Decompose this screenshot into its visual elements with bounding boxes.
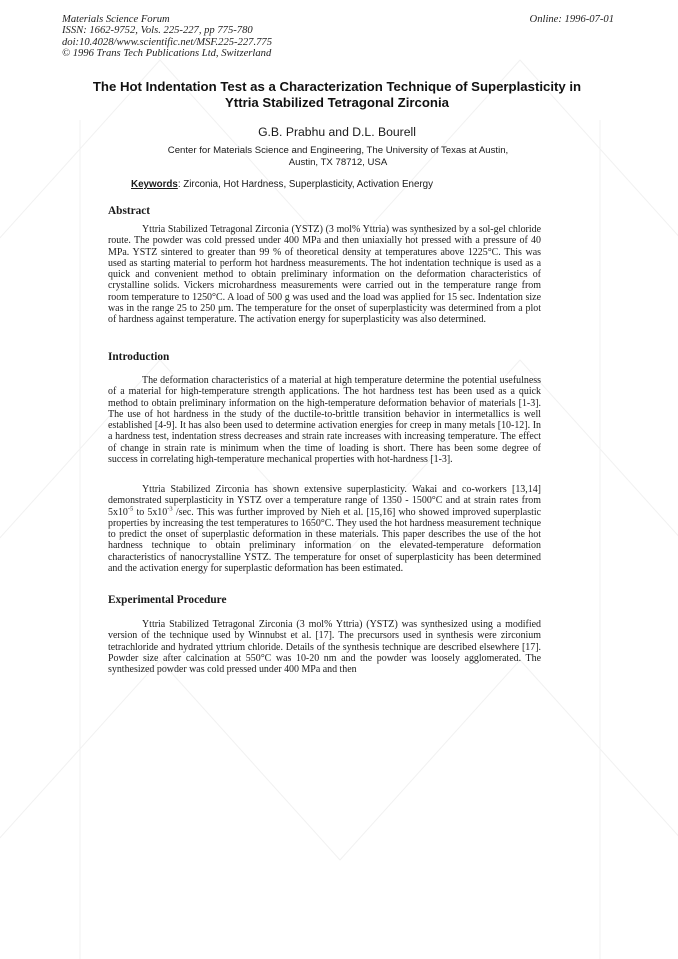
affiliation <box>120 145 556 168</box>
copyright-line: © 1996 Trans Tech Publications Ltd, Switzerland <box>62 47 272 59</box>
issn-line: ISSN: 1662-9752, Vols. 225-227, pp 775-780 <box>62 25 253 37</box>
affiliation-line-1: Center for Materials Science and Engineering, The University of Texas at Austin, <box>167 145 509 156</box>
paper-title: The Hot Indentation Test as a Characterization Technique of Superplasticity in Yttria Stabilized Tetragonal Zirconia <box>92 79 582 110</box>
online-date: Online: 1996-07-01 <box>529 14 614 25</box>
authors: G.B. Prabhu and D.L. Bourell <box>258 125 416 139</box>
journal-header <box>62 14 272 59</box>
introduction-paragraph-2: Yttria Stabilized Zirconia has shown extensive superplasticity. Wakai and co-workers [13,14] demonstrated superplasticity in YSTZ over a temperature range of 1350 - 1500°C and at strain rates from $5x10^{-5}$ to $5x10^{-3}$ /sec. This was further improved by Nieh et al. [15,16] who showed improved superplastic properties by increasing the test temperatures to 1650°C. They used the hot hardness measurement technique to predict the onset of superplastic deformation in these materials. This paper describes the use of the hot hardness technique to obtain preliminary information on the elevated-temperature deformation characteristics of nanocrystalline YSTZ. The temperature for onset of superplasticity has been determined and the activation energy for superplastic deformation has been estimated. <box>108 484 541 575</box>
keywords-label: Keywords <box>131 179 178 190</box>
introduction-paragraph-1: The deformation characteristics of a material at high temperature determine the potential usefulness of a material for high-temperature strength applications. The hot hardness test has been used as a quick method to obtain preliminary information on the high-temperature deformation behavior of materials [1-3]. The use of hot hardness in the study of the ductile-to-brittle transition behavior in intermetallics is well established [4-9]. It has also been used to determine activation energies for creep in many metals [10-12]. In a hardness test, indentation stress decreases and strain rate increases with increasing temperature. The effect of change in strain rate is minimum when the time of loading is short. There has been some degree of success in correlating high-temperature mechanical properties with hot-hardness [1-3]. <box>108 375 541 466</box>
abstract-heading: Abstract <box>108 205 151 217</box>
doi-line: doi:10.4028/www.scientific.net/MSF.225-227.775 <box>62 36 272 48</box>
experimental-paragraph: Yttria Stabilized Tetragonal Zirconia (3 mol% Yttria) (YSTZ) was synthesized using a modified version of the technique used by Winnubst et al. [17]. The precursors used in synthesis were zirconium tetrachloride and hydrated yttrium chloride. Details of the synthesis technique are described elsewhere [17]. Powder size after calcination at 550°C was 10-20 nm and the powder was loosely agglomerated. The synthesized powder was cold pressed under 400 MPa and then <box>108 619 541 676</box>
affiliation-line-2: Austin, TX 78712, USA <box>288 156 388 168</box>
keywords-text: : Zirconia, Hot Hardness, Superplasticity, Activation Energy <box>177 179 434 190</box>
keywords <box>131 179 433 190</box>
experimental-heading: Experimental Procedure <box>108 594 227 606</box>
abstract-paragraph: Yttria Stabilized Tetragonal Zirconia (YSTZ) (3 mol% Yttria) was synthesized by a sol-gel chloride route. The powder was cold pressed under 400 MPa and then uniaxially hot pressed with a pressure of 40 MPa. YSTZ sintered to greater than 99 % of theoretical density at temperatures above 1225°C. This was used as starting material to perform hot hardness measurements. The hot indentation technique is used as a quick and convenient method to obtain preliminary information on the deformation characteristics of crystalline solids. Vickers microhardness measurements were carried out in the temperature range from room temperature to 1250°C. A load of 500 g was used and the load was applied for 15 sec. Indentation size was in the range 25 to 250 μm. The temperature for the onset of superplasticity was determined from a plot of hardness against temperature. The activation energy for superplasticity was also determined. <box>108 224 541 326</box>
introduction-heading: Introduction <box>108 351 170 363</box>
journal-name: Materials Science Forum <box>62 14 170 25</box>
